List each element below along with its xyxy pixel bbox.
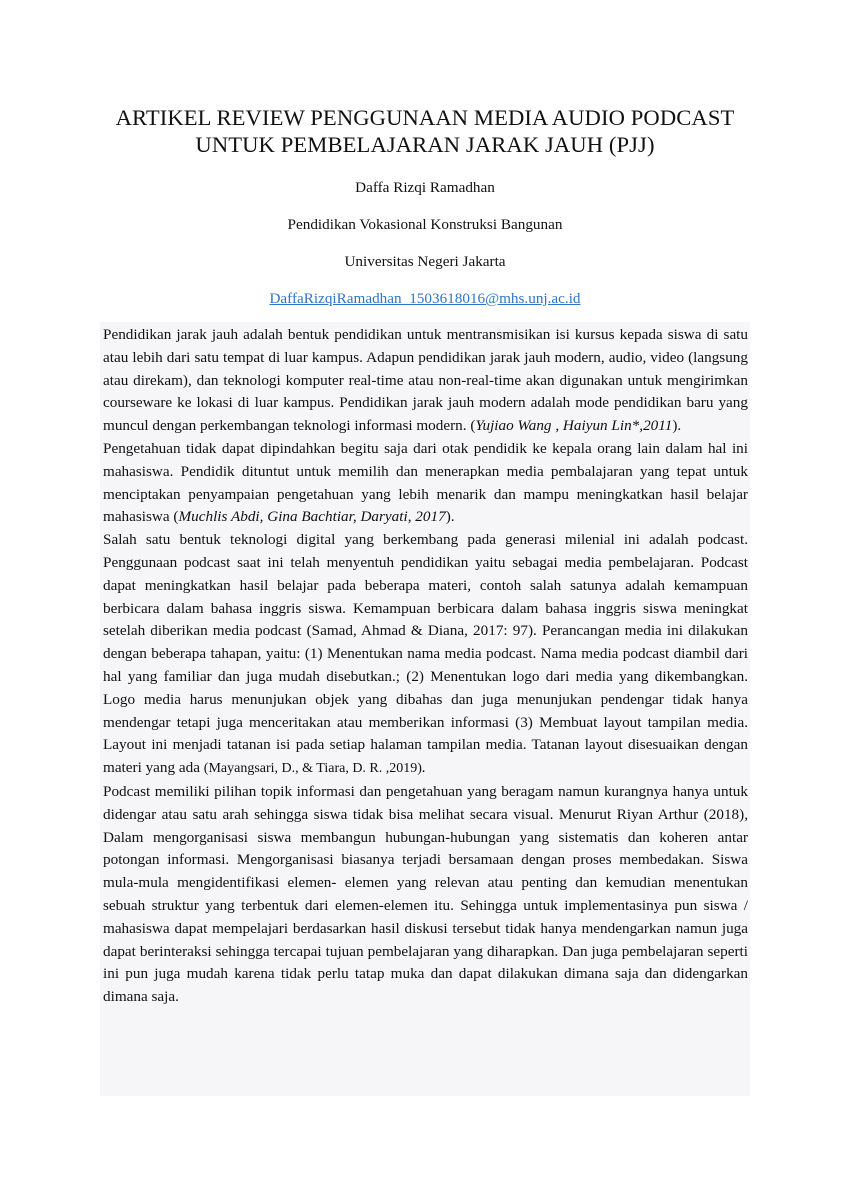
paragraph-2-tail: ). — [445, 508, 455, 526]
paragraph-4 — [103, 781, 748, 1009]
citation-1: Yujiao Wang , Haiyun Lin*,2011 — [475, 417, 673, 435]
title-line-2: UNTUK PEMBELAJARAN JARAK JAUH (PJJ) — [195, 132, 655, 157]
author-name: Daffa Rizqi Ramadhan — [355, 179, 495, 196]
paragraph-4-text: Podcast memiliki pilihan topik informasi dan pengetahuan yang beragam namun kurangnya hanya untuk didengar atau satu arah sehingga siswa tidak bisa melihat secara visual. Menurut Riyan Arthur (2018), Dalam mengorganisasi siswa membangun hubungan-hubungan yang sistematis dan koheren antar potongan informasi. Mengorganisasi biasanya terjadi bersamaan dengan proses membedakan. Siswa mula-mula mengidentifikasi elemen- elemen yang relevan atau penting dan kemudian menentukan sebuah struktur yang terbentuk dari elemen-elemen itu. Sehingga untuk implementasinya pun siswa / mahasiswa dapat mempelajari berdasarkan hasil diskusi tersebut tidak hanya mendengarkan namun juga dapat berinteraksi sehingga tercapai tujuan pembelajaran yang diharapkan. Dan juga pembelajaran seperti ini pun juga mudah karena tidak perlu tatap muka dan dapat dilakukan dimana saja dan didengarkan dimana saja. — [103, 782, 748, 1006]
citation-3: (Mayangsari, D., & Tiara, D. R. ,2019) — [203, 761, 422, 777]
paragraph-3 — [103, 529, 748, 781]
article-body — [103, 324, 748, 1009]
paragraph-1 — [103, 324, 748, 438]
author-email-link[interactable]: DaffaRizqiRamadhan_1503618016@mhs.unj.ac.id — [269, 290, 581, 307]
email-row — [100, 289, 750, 309]
paragraph-3-tail: . — [421, 759, 426, 777]
title-line-1: ARTIKEL REVIEW PENGGUNAAN MEDIA AUDIO PODCAST — [115, 105, 735, 130]
article-title — [90, 104, 760, 158]
paragraph-1-text: Pendidikan jarak jauh adalah bentuk pendidikan untuk mentransmisikan isi kursus kepada siswa di satu atau lebih dari satu tempat di luar kampus. Adapun pendidikan jarak jauh modern, audio, video (langsung atau direkam), dan teknologi komputer real-time atau non-real-time akan digunakan untuk mengirimkan courseware ke lokasi di luar kampus. Pendidikan jarak jauh modern adalah mode pendidikan baru yang muncul dengan perkembangan teknologi informasi modern. ( — [103, 326, 748, 435]
author-department: Pendidikan Vokasional Konstruksi Bangunan — [287, 216, 563, 233]
author-university: Universitas Negeri Jakarta — [344, 253, 506, 270]
paragraph-2-text: Pengetahuan tidak dapat dipindahkan begitu saja dari otak pendidik ke kepala orang lain dalam hal ini mahasiswa. Pendidik dituntut untuk memilih dan menerapkan media pembalajaran yang tepat untuk menciptakan penyampaian pengetahuan yang lebih menarik dan mampu meningkatkan hasil belajar mahasiswa ( — [103, 439, 748, 526]
citation-2: Muchlis Abdi, Gina Bachtiar, Daryati, 2017 — [178, 508, 446, 526]
paragraph-2 — [103, 438, 748, 529]
paragraph-1-tail: ). — [672, 417, 682, 435]
paragraph-3-text: Salah satu bentuk teknologi digital yang berkembang pada generasi milenial ini adalah podcast. Penggunaan podcast saat ini telah menyentuh pendidikan yaitu sebagai media pembelajaran. Podcast dapat meningkatkan hasil belajar pada beberapa materi, contoh salah satunya adalah kemampuan berbicara dalam bahasa inggris siswa. Kemampuan berbicara dalam bahasa inggris siswa meningkat setelah diberikan media podcast (Samad, Ahmad & Diana, 2017: 97). Perancangan media ini dilakukan dengan beberapa tahapan, yaitu: (1) Menentukan nama media podcast. Nama media podcast diambil dari hal yang familiar dan juga mudah disebutkan.; (2) Menentukan logo dari media yang dikembangkan. Logo media harus menunjukan objek yang dibahas dan juga menunjukan pendengar tidak hanya mendengar tetapi juga menceritakan atau memberikan informasi (3) Membuat layout tampilan media. Layout ini menjadi tatanan isi pada setiap halaman tampilan media. Tatanan layout disesuaikan dengan materi yang ada — [103, 531, 748, 777]
